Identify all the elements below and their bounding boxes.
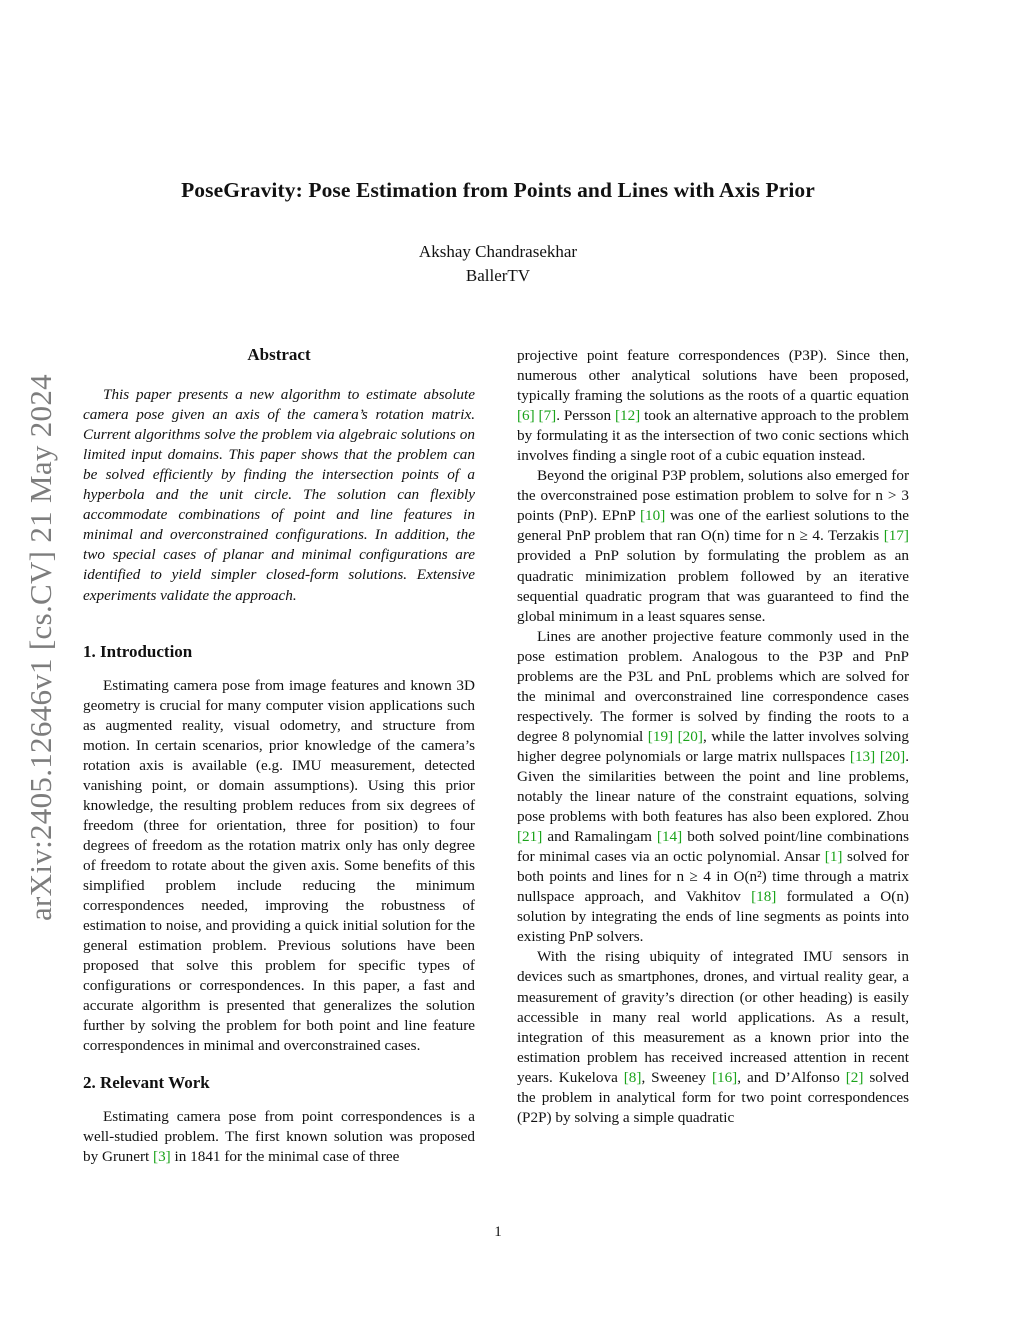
left-column xyxy=(83,345,475,1167)
section-heading-relevant-work: 2. Relevant Work xyxy=(83,1072,210,1092)
abstract-heading: Abstract xyxy=(247,345,311,364)
section-heading-introduction: 1. Introduction xyxy=(83,641,193,661)
citation-link[interactable]: [18] xyxy=(751,888,777,906)
abstract-text: This paper presents a new algorithm to estimate absolute camera pose given an axis of the camera’s rotation matrix. Current algorithms solve the problem via algebraic solutions on limited input domains. This paper shows that the problem can be solved efficiently by finding the intersection points of a hyperbola and the unit circle. The solution can flexibly accommodate combinations of point and line features in minimal and overconstrained configurations. In addition, the two special cases of planar and minimal configurations are identified to yield simpler closed-form solutions. Extensive experiments validate the approach. xyxy=(83,386,475,604)
relevant-work-paragraph: projective point feature correspondences (P3P). Since then, numerous other analytical solutions have been proposed, typically framing the solutions as the roots of a quartic equation [6] [7]. Persson [12] took an alternative approach to the problem by formulating it as the intersection of two conic sections which involves finding a single root of a cubic equation instead. xyxy=(517,347,909,465)
citation-link[interactable]: [10] xyxy=(639,507,666,525)
paper-title: PoseGravity: Pose Estimation from Points and Lines with Axis Prior xyxy=(181,178,815,202)
author-affiliation: BallerTV xyxy=(465,266,531,285)
citation-link[interactable]: [17] xyxy=(883,527,909,545)
citation-link[interactable]: [12] xyxy=(614,407,641,425)
relevant-work-paragraph: With the rising ubiquity of integrated IMU sensors in devices such as smartphones, drones, and virtual reality gear, a measurement of gravity’s direction (or other heading) is easily accessible in many real world applications. As a result, integration of this measurement as a known prior into the estimation problem has received increased attention in recent years. Kukelova [8], Sweeney [16], and D’Alfonso [2] solved the problem in analytical form for two point correspondences (P2P) by solving a simple quadratic xyxy=(517,948,910,1126)
abstract-body xyxy=(83,385,475,606)
relevant-work-paragraph: Beyond the original P3P problem, solutions also emerged for the overconstrained pose estimation problem to solve for n > 3 points (PnP). EPnP [10] was one of the earliest solutions to the general PnP problem that ran O(n) time for n ≥ 4. Terzakis [17] provided a PnP solution by formulating the problem as an quadratic minimization problem followed by an iterative sequential quadratic program that was guaranteed to find the global minimum in a least squares sense. xyxy=(517,467,909,625)
citation-link[interactable]: [19] xyxy=(647,727,674,745)
citation-link[interactable]: [14] xyxy=(656,828,683,846)
citation-link[interactable]: [2] xyxy=(845,1068,864,1086)
citation-link[interactable]: [3] xyxy=(153,1147,171,1165)
page-number: 1 xyxy=(494,1224,502,1240)
arxiv-identifier: arXiv:2405.12646v1 [cs.CV] 21 May 2024 xyxy=(23,374,58,922)
citation-link[interactable]: [8] xyxy=(623,1068,642,1086)
introduction-paragraph: Estimating camera pose from image features and known 3D geometry is crucial for many computer vision applications such as augmented reality, visual odometry, and structure from motion. In certain scenarios, prior knowledge of the camera’s rotation axis is available (e.g. IMU measurement, detected vanishing point, or domain assumptions). Using this prior knowledge, the resulting problem reduces from six degrees of freedom (three for orientation, three for position) to four degrees of freedom as the rotation matrix only has only degree of freedom to rotate about the given axis. Some benefits of this simplified problem include reducing the minimum correspondences needed, improving the robustness of estimation to noise, and providing a quick initial solution for the general estimation problem. Previous solutions have been proposed that solve this problem for specific types of configurations or correspondences. In this paper, a fast and accurate algorithm is presented that generalizes the solution further by solving the problem for both point and line feature correspondences in minimal and overconstrained cases. xyxy=(83,676,475,1055)
relevant-work-paragraph: Estimating camera pose from point correspondences is a well-studied problem. The first known solution was proposed by Grunert [3] in 1841 for the minimal case of three xyxy=(83,1107,475,1165)
citation-link[interactable]: [1] xyxy=(824,848,843,866)
citation-link[interactable]: [13] xyxy=(849,747,876,765)
citation-link[interactable]: [21] xyxy=(517,828,543,846)
citation-link[interactable]: [6] xyxy=(517,407,535,425)
introduction-body xyxy=(83,676,475,1057)
citation-link[interactable]: [20] xyxy=(677,727,703,745)
right-column xyxy=(517,346,909,1128)
author-name: Akshay Chandrasekhar xyxy=(418,242,578,261)
relevant-work-paragraph: Lines are another projective feature commonly used in the pose estimation problem. Analogous to the P3P and PnP problems are the P3L and PnL problems which are solved for the minimal and overconstrained line correspondence cases respectively. The former is solved by finding the roots to a degree 8 polynomial [19] [20], while the latter involves solving higher degree polynomials or large matrix nullspaces [13] [20]. Given the similarities between the point and line problems, notably the linear nature of the constraint equations, solving pose problems with both features has also been explored. Zhou [21] and Ramalingam [14] both solved point/line combinations for minimal cases via an octic polynomial. Ansar [1] solved for both points and lines for n ≥ 4 in O(n²) time through a matrix nullspace approach, and Vakhitov [18] formulated a O(n) solution by integrating the ends of line segments as points into existing PnP solvers. xyxy=(517,627,910,946)
author-block xyxy=(60,240,936,288)
citation-link[interactable]: [20] xyxy=(879,747,906,765)
citation-link[interactable]: [16] xyxy=(711,1068,738,1086)
citation-link[interactable]: [7] xyxy=(538,407,557,425)
